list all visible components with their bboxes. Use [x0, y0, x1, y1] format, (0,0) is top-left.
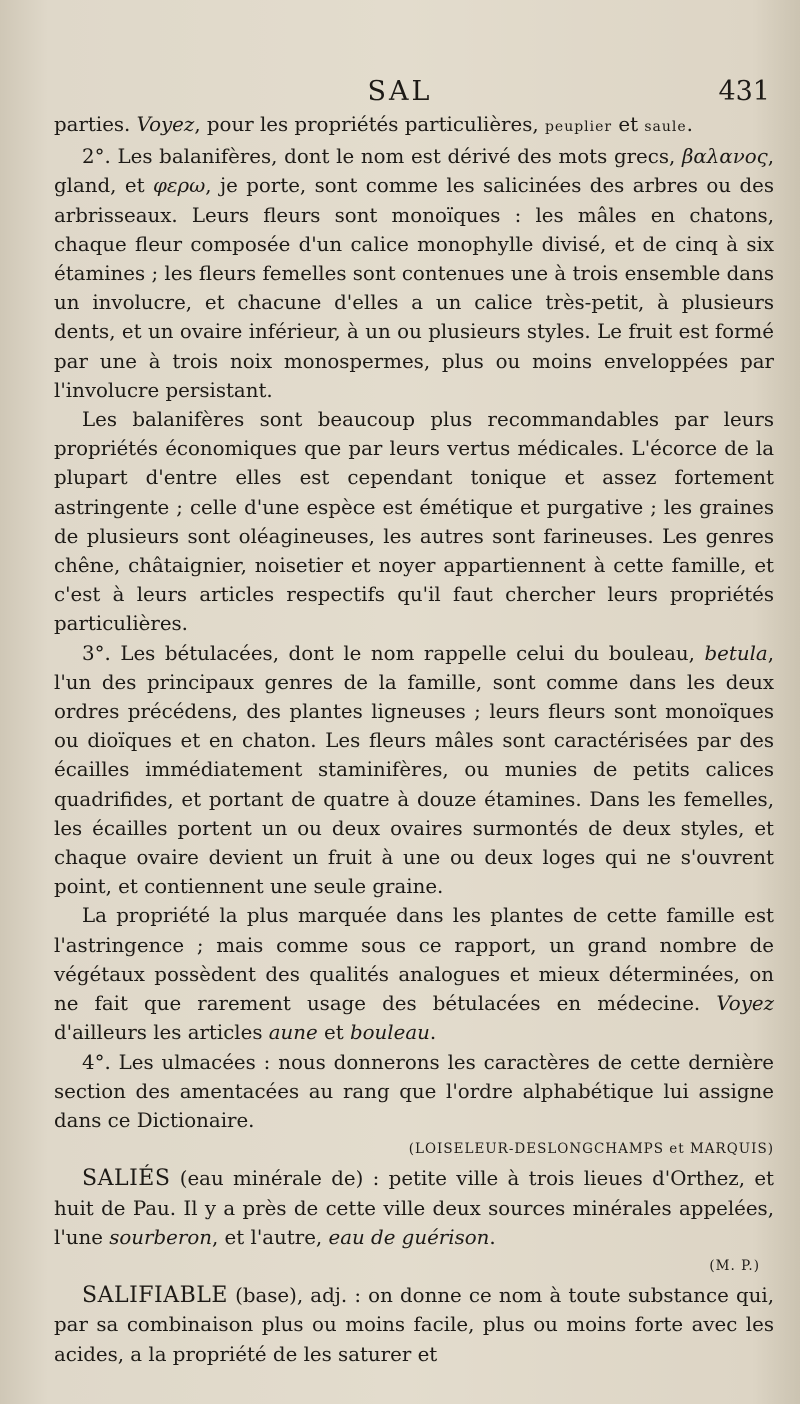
- paragraph-betulacees: [54, 639, 774, 902]
- entry-salies: [54, 1164, 774, 1252]
- text-run: , l'un des principaux genres de la famille, sont comme dans les deux ordres précédens, des plantes ligneuses ; leurs fleurs sont monoïques ou dioïques et en chaton. Les fleurs mâles sont caractérisées par des écailles immédiatement staminifères, ou munies de petits calices quadrifides, et portant de quatre à douze étamines. Dans les femelles, les écailles portent un ou deux ovaires surmontés de deux styles, et chaque ovaire devient un fruit à une ou deux loges qui ne s'ouvrent point, et contiennent une seule graine.: [54, 641, 774, 899]
- paragraph-saule-reference: [54, 110, 774, 142]
- text-run: , pour les propriétés particulières,: [194, 113, 545, 136]
- text-run: et: [317, 1021, 350, 1045]
- cross-ref-aune: aune: [268, 1021, 318, 1045]
- text-run: et: [612, 113, 645, 136]
- text-run: , je porte, sont comme les salicinées des arbres ou des arbrisseaux. Leurs fleurs sont monoïques : les mâles en chatons, chaque fleur composée d'un calice monophylle divisé, et de cinq à six étamines ; les fleurs femelles sont contenues une à trois ensemble dans un involucre, et chacune d'elles a un calice très-petit, à plusieurs dents, et un ovaire inférieur, à un ou plusieurs styles. Le fruit est formé par une à trois noix monospermes, plus ou moins enveloppées par l'involucre persistant.: [54, 174, 774, 402]
- greek-word-phero: φερω: [153, 174, 206, 198]
- cross-ref-saule: saule: [644, 119, 687, 135]
- source-name-sourberon: sourberon: [109, 1225, 212, 1249]
- author-signature: (LOISELEUR-DESLONGCHAMPS et MARQUIS): [408, 1141, 774, 1158]
- text-run: , et l'autre,: [211, 1225, 329, 1249]
- text-run: (base), adj. : on donne ce nom à toute substance qui, par sa combinaison plus ou moins facile, plus ou moins forte avec les acides, a la propriété de les saturer et: [54, 1284, 774, 1366]
- voyez-italic: Voyez: [136, 113, 195, 136]
- text-run: (eau minérale de) : petite ville à trois lieues d'Orthez, et huit de Pau. Il y a près de cette ville deux sources minérales appelées, l'une: [54, 1167, 774, 1249]
- author-signature: (M. P.): [709, 1257, 760, 1274]
- running-head: SAL: [367, 76, 433, 107]
- voyez-italic: Voyez: [716, 992, 774, 1016]
- page-header: [0, 76, 800, 112]
- source-name-eau-de-guerison: eau de guérison: [328, 1225, 490, 1249]
- entry-headword: SALIÉS: [82, 1166, 171, 1192]
- paragraph-balaniferes-properties: Les balanifères sont beaucoup plus recommandables par leurs propriétés économiques que par leurs vertus médicales. L'écorce de la plupart d'entre elles est cependant tonique et assez fortement astringente ; celle d'une espèce est émétique et purgative ; les graines de plusieurs sont oléagineuses, les autres sont farineuses. Les genres chêne, châtaignier, noisetier et noyer appartiennent à cette famille, et c'est à leurs articles respectifs qu'il faut chercher leurs propriétés particulières.: [54, 408, 774, 636]
- paragraph-betulacees-properties: [54, 901, 774, 1047]
- text-run: .: [429, 1021, 437, 1045]
- cross-ref-bouleau: bouleau: [349, 1021, 430, 1045]
- text-run: .: [686, 113, 693, 136]
- text-run: parties.: [54, 113, 137, 136]
- page-number: 431: [718, 76, 770, 107]
- cross-ref-peuplier: peuplier: [544, 119, 613, 135]
- entry-salifiable: [54, 1281, 774, 1369]
- body-text: [54, 110, 774, 1369]
- text-run: La propriété la plus marquée dans les plantes de cette famille est l'astringence ; mais comme sous ce rapport, un grand nombre de végétaux possèdent des qualités analogues et mieux déterminées, on ne fait que rarement usage des bétulacées en médecine.: [54, 904, 774, 1016]
- text-run: .: [489, 1225, 496, 1249]
- text-run: d'ailleurs les articles: [54, 1021, 269, 1045]
- text-run: , gland, et: [54, 145, 774, 198]
- text-run: 2°. Les balanifères, dont le nom est dérivé des mots grecs,: [82, 145, 682, 169]
- greek-word-balanos: βαλανος: [682, 145, 768, 169]
- entry-headword: SALIFIABLE: [82, 1283, 228, 1309]
- text-run: 3°. Les bétulacées, dont le nom rappelle celui du bouleau,: [82, 641, 705, 665]
- paragraph-ulmacees: 4°. Les ulmacées : nous donnerons les caractères de cette dernière section des amentacées au rang que l'ordre alphabétique lui assigne dans ce Dictionaire.: [54, 1050, 774, 1132]
- paragraph-balaniferes: [54, 142, 774, 405]
- betula-italic: betula: [704, 641, 768, 665]
